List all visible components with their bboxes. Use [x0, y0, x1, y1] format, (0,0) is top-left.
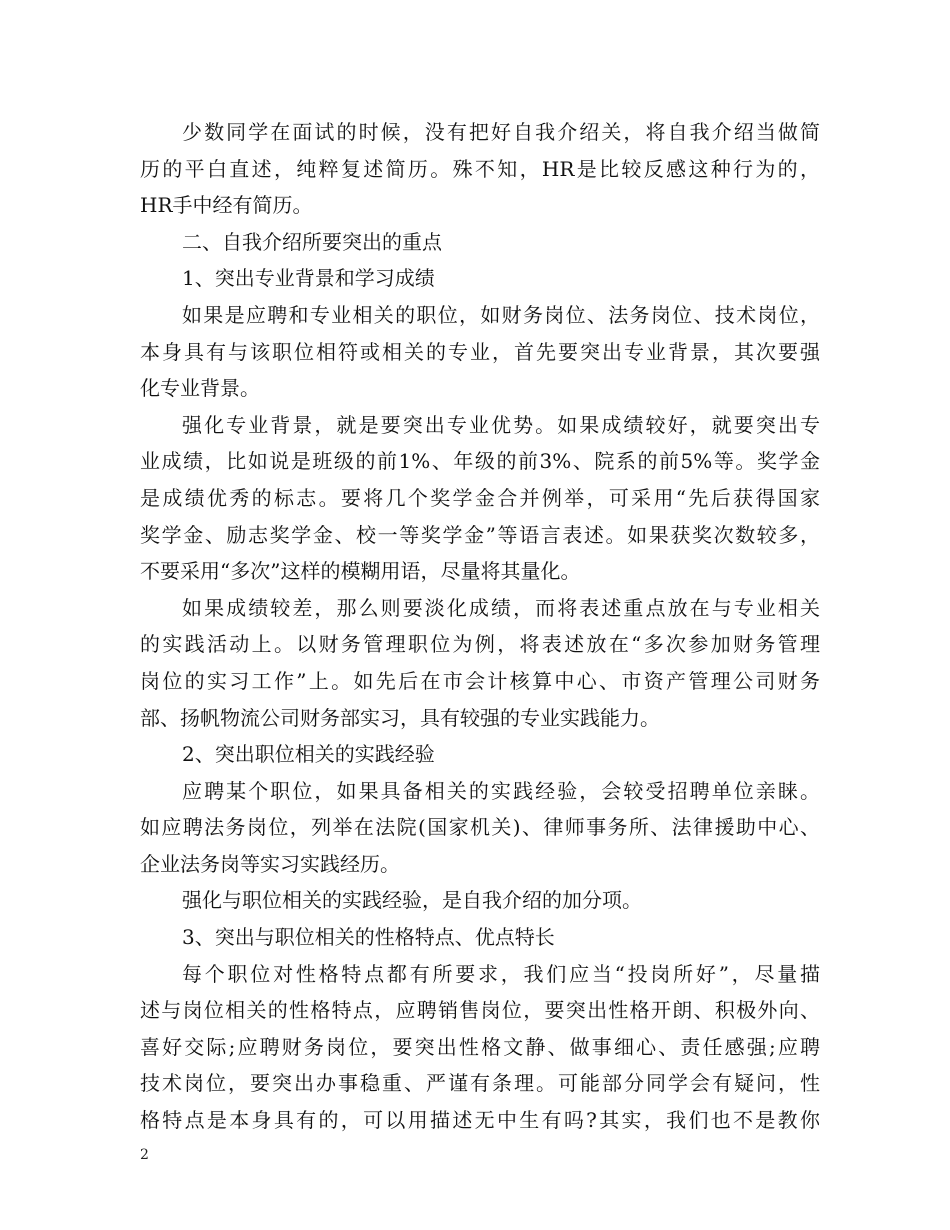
document-body — [140, 114, 820, 1139]
paragraph-line: 是成绩优秀的标志。要将几个奖学金合并例举，可采用“先后获得国家 — [140, 485, 820, 510]
paragraph-line: 部、扬帆物流公司财务部实习，具有较强的专业实践能力。 — [140, 705, 660, 730]
paragraph-line: 的实践活动上。以财务管理职位为例，将表述放在“多次参加财务管理 — [140, 632, 820, 657]
subsection-heading: 1、突出专业背景和学习成绩 — [182, 266, 435, 291]
paragraph-line: 岗位的实习工作”上。如先后在市会计核算中心、市资产管理公司财务 — [140, 668, 820, 693]
paragraph-line: 强化与职位相关的实践经验，是自我介绍的加分项。 — [182, 888, 642, 913]
paragraph-line: 少数同学在面试的时候，没有把好自我介绍关，将自我介绍当做简 — [182, 120, 820, 144]
paragraph-line: 述与岗位相关的性格特点，应聘销售岗位，要突出性格开朗、积极外向、 — [140, 998, 820, 1023]
paragraph-line: 如果成绩较差，那么则要淡化成绩，而将表述重点放在与专业相关 — [182, 595, 820, 620]
paragraph-line: 喜好交际;应聘财务岗位，要突出性格文静、做事细心、责任感强;应聘 — [140, 1034, 820, 1059]
page-number: 2 — [140, 1147, 149, 1163]
paragraph-line: 奖学金、励志奖学金、校一等奖学金”等语言表述。如果获奖次数较多， — [140, 522, 820, 547]
paragraph-line: 如应聘法务岗位，列举在法院(国家机关)、律师事务所、法律援助中心、 — [140, 815, 820, 840]
paragraph-line: HR手中经有简历。 — [140, 193, 313, 218]
paragraph-line: 如果是应聘和专业相关的职位，如财务岗位、法务岗位、技术岗位， — [182, 302, 820, 327]
paragraph-line: 本身具有与该职位相符或相关的专业，首先要突出专业背景，其次要强 — [140, 339, 820, 364]
paragraph-line: 格特点是本身具有的，可以用描述无中生有吗?其实，我们也不是教你 — [140, 1108, 820, 1133]
paragraph-line: 每个职位对性格特点都有所要求，我们应当“投岗所好”，尽量描 — [182, 961, 820, 986]
paragraph-line: 历的平白直述，纯粹复述简历。殊不知，HR是比较反感这种行为的， — [140, 156, 820, 181]
paragraph-line: 业成绩，比如说是班级的前1%、年级的前3%、院系的前5%等。奖学金 — [140, 449, 820, 474]
paragraph-line: 应聘某个职位，如果具备相关的实践经验，会较受招聘单位亲睐。 — [182, 778, 820, 803]
paragraph-line: 化专业背景。 — [140, 376, 260, 401]
paragraph-line: 企业法务岗等实习实践经历。 — [140, 851, 400, 876]
subsection-heading: 3、突出与职位相关的性格特点、优点特长 — [182, 925, 555, 950]
paragraph-line: 强化专业背景，就是要突出专业优势。如果成绩较好，就要突出专 — [182, 412, 820, 437]
paragraph-line: 技术岗位，要突出办事稳重、严谨有条理。可能部分同学会有疑问，性 — [140, 1071, 820, 1096]
subsection-heading: 2、突出职位相关的实践经验 — [182, 742, 435, 767]
section-heading: 二、自我介绍所要突出的重点 — [182, 229, 442, 254]
paragraph-line: 不要采用“多次”这样的模糊用语，尽量将其量化。 — [140, 559, 581, 584]
